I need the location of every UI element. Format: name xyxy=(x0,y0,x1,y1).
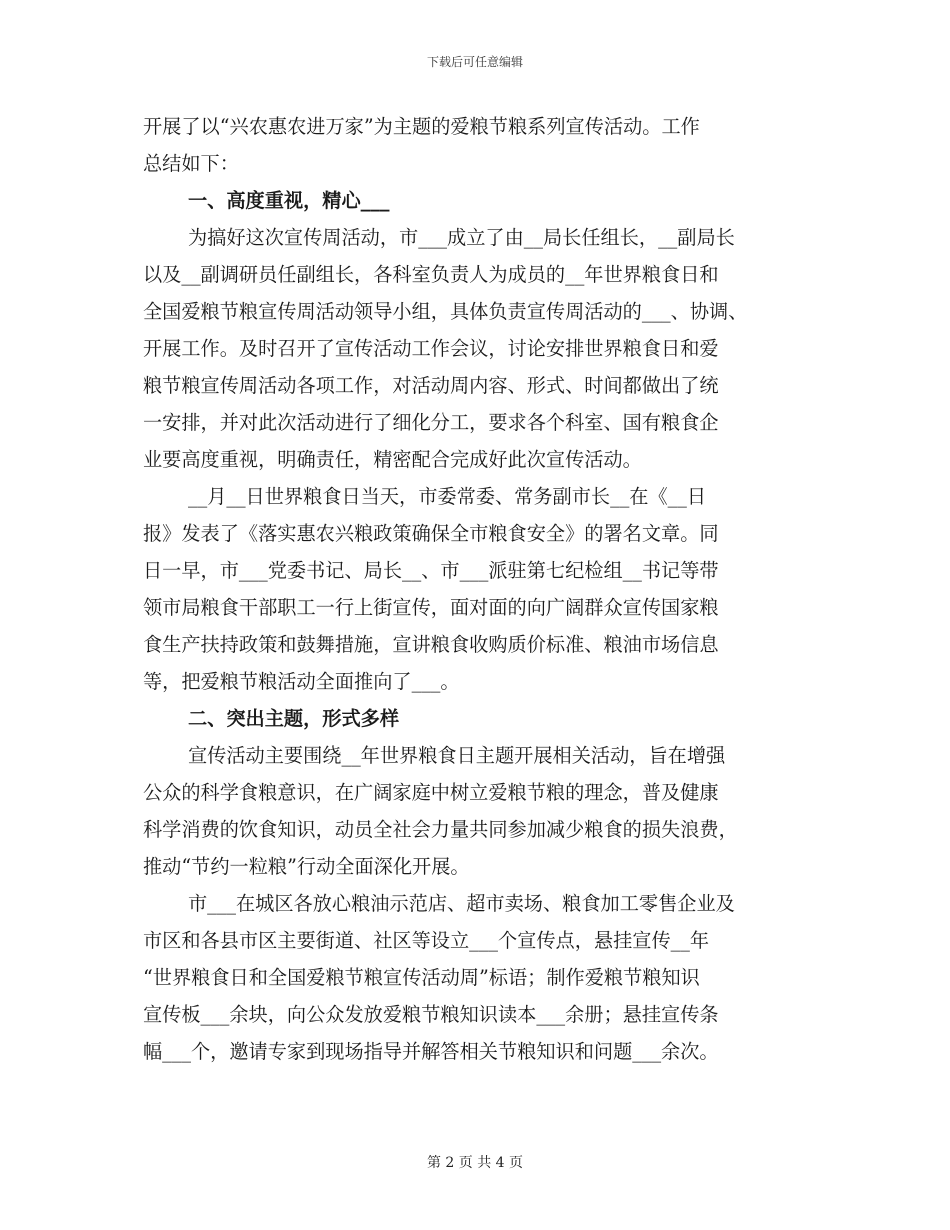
paragraph-line: 科学消费的饮食知识，动员全社会力量共同参加减少粮食的损失浪费， xyxy=(143,818,738,841)
paragraph-line: 一安排，并对此次活动进行了细化分工，要求各个科室、国有粮食企 xyxy=(143,411,719,434)
section-heading: 二、突出主题，形式多样 xyxy=(188,707,400,730)
paragraph-line: 业要高度重视，明确责任，精密配合完成好此次宣传活动。 xyxy=(143,448,642,471)
paragraph-line: “世界粮食日和全国爱粮节粮宣传活动周”标语；制作爱粮节粮知识 xyxy=(143,966,700,989)
paragraph-line: 公众的科学食粮意识，在广阔家庭中树立爱粮节粮的理念，普及健康 xyxy=(143,781,719,804)
paragraph-line: 宣传板___余块，向公众发放爱粮节粮知识读本___余册；悬挂宣传条 xyxy=(143,1003,719,1026)
paragraph-line: 幅___个，邀请专家到现场指导并解答相关节粮知识和问题___余次。 xyxy=(143,1040,719,1063)
section-heading: 一、高度重视，精心___ xyxy=(188,189,390,212)
paragraph-line: 食生产扶持政策和鼓舞措施，宣讲粮食收购质价标准、粮油市场信息 xyxy=(143,633,719,656)
page-header-note: 下载后可任意编辑 xyxy=(426,55,523,69)
paragraph-line: 推动“节约一粒粮”行动全面深化开展。 xyxy=(143,855,470,878)
paragraph-line: 以及__副调研员任副组长，各科室负责人为成员的__年世界粮食日和 xyxy=(143,263,719,286)
page-number-footer: 第 2 页 共 4 页 xyxy=(426,1155,524,1171)
paragraph-line: 为搞好这次宣传周活动，市___成立了由__局长任组长，__副局长 xyxy=(188,226,735,249)
paragraph-line: 日一早，市___党委书记、局长__、市___派驻第七纪检组__书记等带 xyxy=(143,559,719,582)
document-body xyxy=(143,108,823,1070)
paragraph-line: 总结如下： xyxy=(143,152,239,175)
paragraph-line: 粮节粮宣传周活动各项工作，对活动周内容、形式、时间都做出了统 xyxy=(143,374,719,397)
paragraph-line: __月__日世界粮食日当天，市委常委、常务副市长__在《__日 xyxy=(188,485,707,508)
paragraph-line: 开展了以“兴农惠农进万家”为主题的爱粮节粮系列宣传活动。工作 xyxy=(143,115,700,138)
paragraph-line: 市___在城区各放心粮油示范店、超市卖场、粮食加工零售企业及 xyxy=(188,892,735,915)
paragraph-line: 报》发表了《落实惠农兴粮政策确保全市粮食安全》的署名文章。同 xyxy=(143,522,719,545)
paragraph-line: 全国爱粮节粮宣传周活动领导小组，具体负责宣传周活动的___、协调、 xyxy=(143,300,748,323)
paragraph-line: 宣传活动主要围绕__年世界粮食日主题开展相关活动，旨在增强 xyxy=(188,744,726,767)
paragraph-line: 市区和各县市区主要街道、社区等设立___个宣传点，悬挂宣传__年 xyxy=(143,929,710,952)
paragraph-line: 等，把爱粮节粮活动全面推向了___。 xyxy=(143,670,460,693)
paragraph-line: 开展工作。及时召开了宣传活动工作会议，讨论安排世界粮食日和爱 xyxy=(143,337,719,360)
paragraph-line: 领市局粮食干部职工一行上街宣传，面对面的向广阔群众宣传国家粮 xyxy=(143,596,719,619)
